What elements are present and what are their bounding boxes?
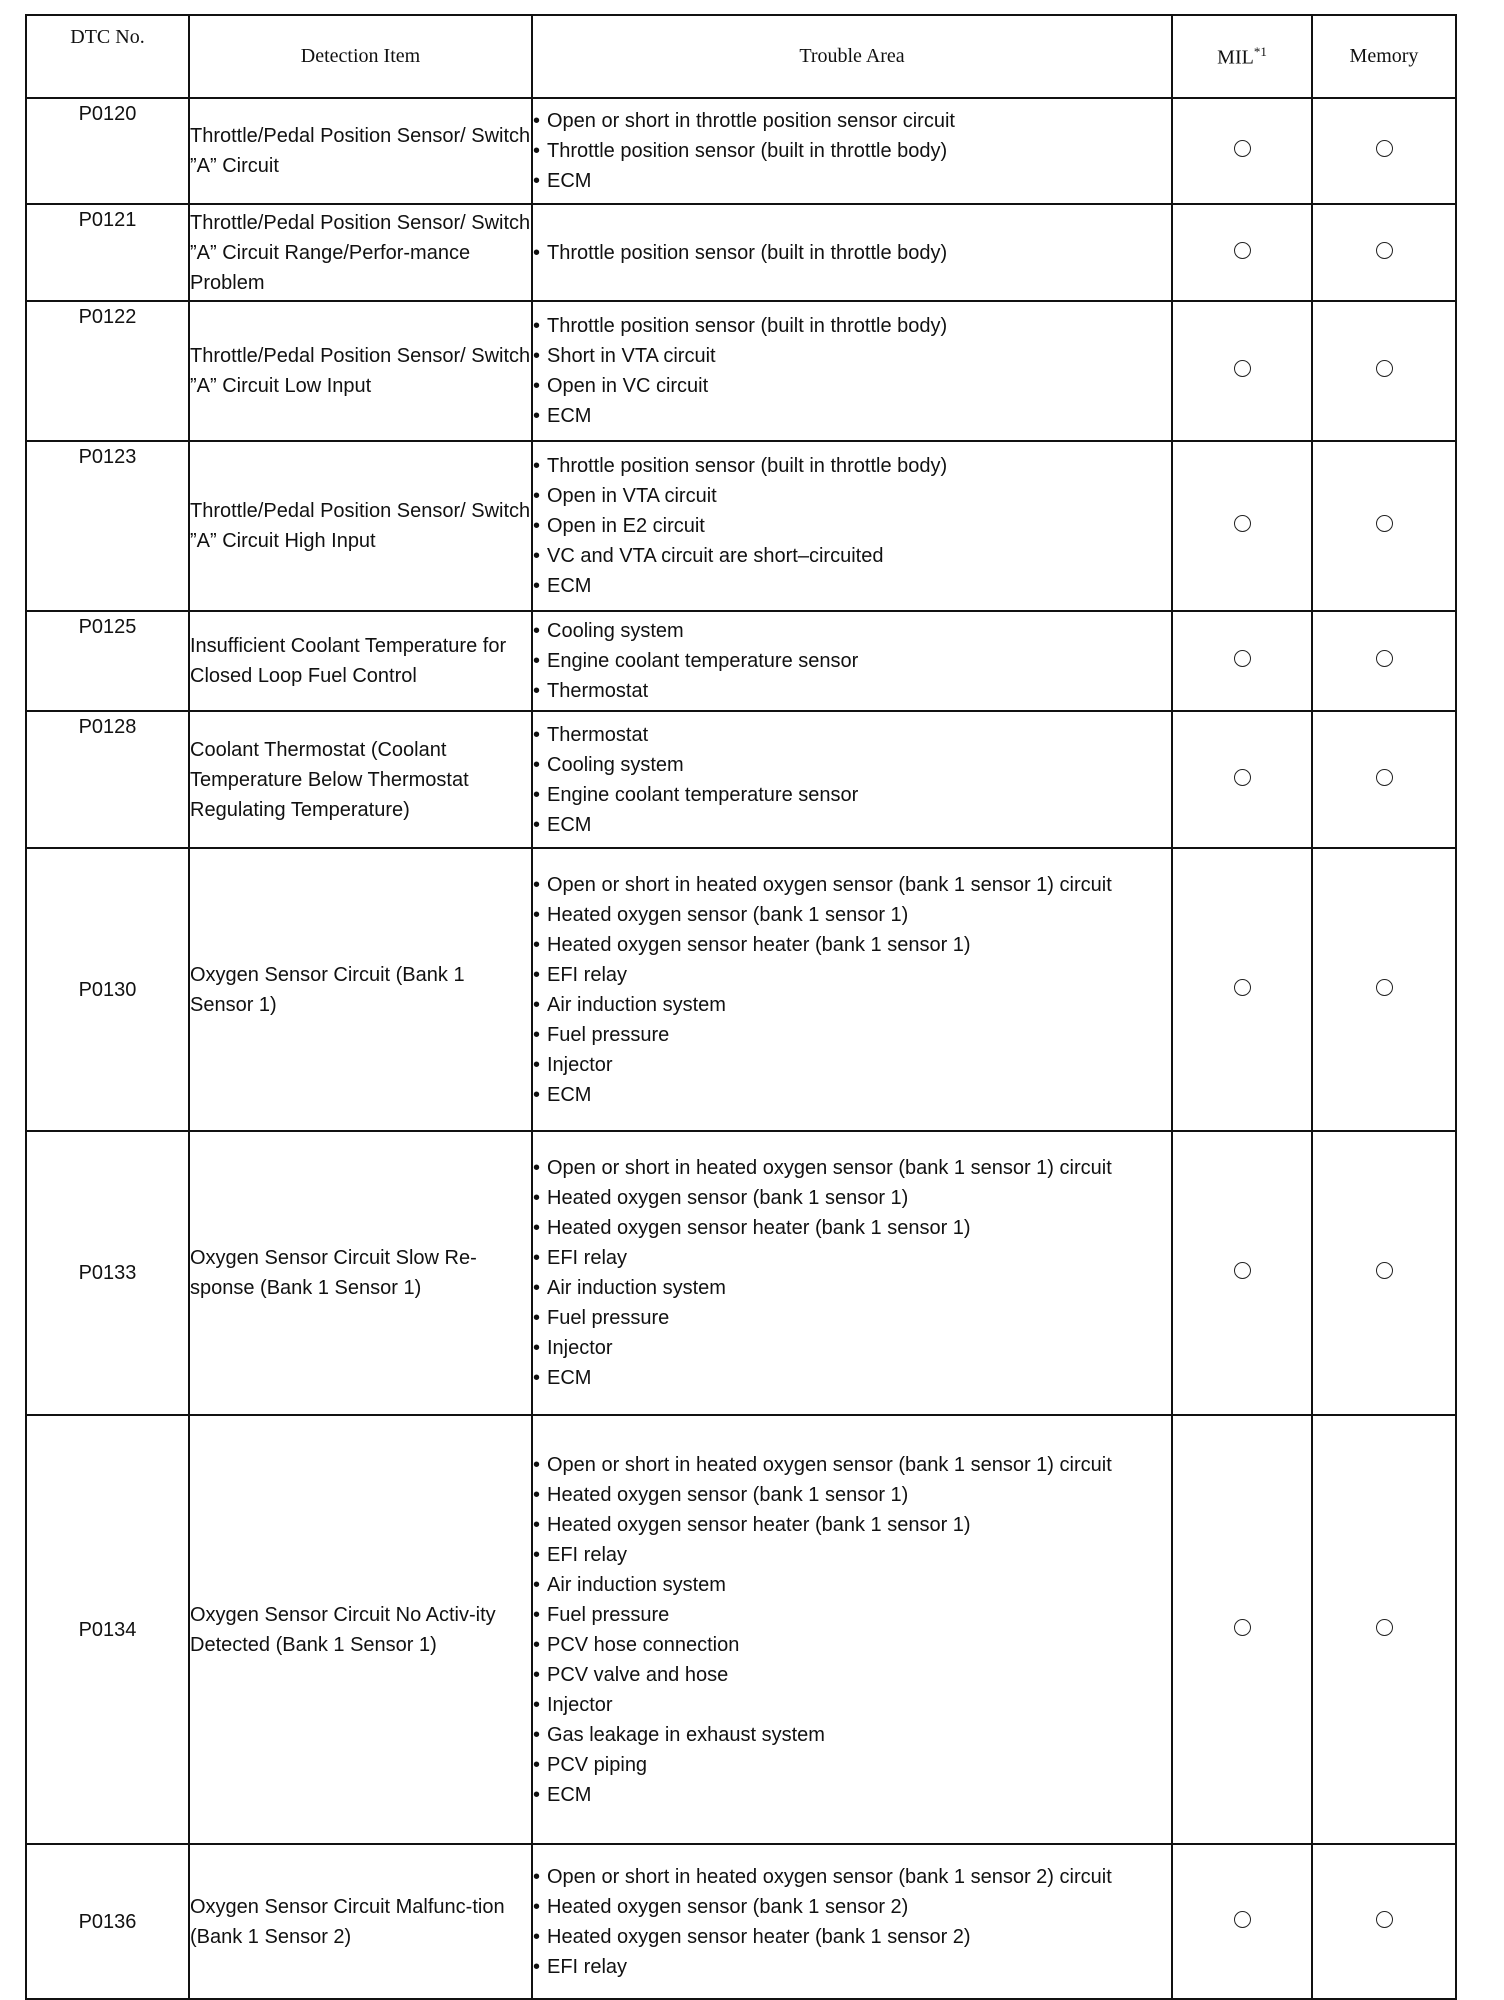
bullet-icon: • [533, 650, 541, 672]
mil-circle-icon [1234, 515, 1251, 532]
trouble-area-text: Injector [547, 1337, 613, 1359]
trouble-area-text: Heated oxygen sensor (bank 1 sensor 1) [547, 903, 909, 926]
mil-circle-icon [1234, 1911, 1251, 1928]
trouble-area-text: Air induction system [547, 1573, 726, 1596]
bullet-icon: • [533, 1247, 541, 1269]
trouble-area-text: EFI relay [547, 1543, 628, 1566]
bullet-icon: • [533, 1053, 541, 1076]
mil-circle-icon [1234, 1262, 1251, 1279]
trouble-area-text: Throttle position sensor (built in throttle body) [547, 315, 948, 337]
memory-circle-icon [1376, 650, 1393, 667]
trouble-area-text: Throttle position sensor (built in throttle body) [547, 140, 948, 162]
dtc-code: P0130 [26, 848, 189, 1131]
trouble-area-item [533, 1050, 1171, 1080]
memory-circle-icon [1376, 360, 1393, 377]
trouble-area-list [532, 711, 1172, 848]
header-mil-label: MIL [1217, 46, 1254, 69]
trouble-area-text: Open or short in heated oxygen sensor (bank 1 sensor 2) circuit [547, 1865, 1112, 1888]
trouble-area-item [533, 1480, 1171, 1510]
trouble-area-text: Heated oxygen sensor (bank 1 sensor 1) [547, 1187, 909, 1209]
trouble-area-text: ECM [547, 1783, 592, 1806]
bullet-icon: • [533, 485, 541, 507]
table-row [26, 1131, 1456, 1415]
memory-circle-icon [1376, 242, 1393, 259]
mil-cell [1172, 1131, 1312, 1415]
bullet-icon: • [533, 783, 541, 806]
dtc-code: P0125 [26, 611, 189, 711]
bullet-icon: • [533, 1277, 541, 1299]
bullet-icon: • [533, 1783, 541, 1806]
bullet-icon: • [533, 933, 541, 956]
bullet-icon: • [533, 545, 541, 567]
trouble-area-item [533, 780, 1171, 810]
trouble-area-text: Injector [547, 1053, 613, 1076]
bullet-icon: • [533, 1307, 541, 1329]
trouble-area-text: ECM [547, 1083, 592, 1106]
trouble-area-text: Open or short in heated oxygen sensor (bank 1 sensor 1) circuit [547, 1453, 1112, 1476]
bullet-icon: • [533, 1573, 541, 1596]
bullet-icon: • [533, 903, 541, 926]
trouble-area-text: Cooling system [547, 753, 684, 776]
detection-item: Throttle/Pedal Position Sensor/ Switch ”A” Circuit High Input [189, 441, 532, 611]
trouble-area-text: Heated oxygen sensor (bank 1 sensor 1) [547, 1483, 909, 1506]
trouble-area-item [533, 541, 1171, 571]
trouble-area-text: Heated oxygen sensor heater (bank 1 sensor 1) [547, 1217, 971, 1239]
bullet-icon: • [533, 140, 541, 162]
trouble-area-item [533, 750, 1171, 780]
bullet-icon: • [533, 1483, 541, 1506]
memory-circle-icon [1376, 515, 1393, 532]
trouble-area-text: Short in VTA circuit [547, 345, 716, 367]
trouble-area-text: Injector [547, 1693, 613, 1716]
trouble-area-text: ECM [547, 813, 592, 836]
trouble-area-item [533, 720, 1171, 750]
table-row [26, 204, 1456, 301]
table-row [26, 441, 1456, 611]
header-detection-item: Detection Item [189, 15, 532, 98]
bullet-icon: • [533, 241, 541, 264]
detection-item: Oxygen Sensor Circuit Malfunc-tion (Bank 1 Sensor 2) [189, 1844, 532, 1999]
bullet-icon: • [533, 1603, 541, 1626]
trouble-area-item [533, 1540, 1171, 1570]
bullet-icon: • [533, 1753, 541, 1776]
bullet-icon: • [533, 723, 541, 746]
trouble-area-item [533, 1183, 1171, 1213]
trouble-area-item [533, 371, 1171, 401]
bullet-icon: • [533, 1895, 541, 1918]
memory-circle-icon [1376, 1262, 1393, 1279]
bullet-icon: • [533, 1157, 541, 1179]
memory-cell [1312, 1415, 1456, 1844]
dtc-code: P0120 [26, 98, 189, 204]
trouble-area-item [533, 1153, 1171, 1183]
header-mil [1172, 15, 1312, 98]
mil-cell [1172, 1844, 1312, 1999]
trouble-area-list [532, 1131, 1172, 1415]
trouble-area-text: Cooling system [547, 620, 684, 642]
trouble-area-list [532, 611, 1172, 711]
trouble-area-item [533, 900, 1171, 930]
dtc-code: P0122 [26, 301, 189, 441]
trouble-area-item [533, 571, 1171, 601]
trouble-area-item [533, 960, 1171, 990]
header-memory: Memory [1312, 15, 1456, 98]
trouble-area-item [533, 930, 1171, 960]
trouble-area-text: EFI relay [547, 1247, 628, 1269]
mil-cell [1172, 611, 1312, 711]
trouble-area-text: VC and VTA circuit are short–circuited [547, 545, 884, 567]
trouble-area-text: Open in VC circuit [547, 375, 709, 397]
mil-circle-icon [1234, 140, 1251, 157]
table-row [26, 848, 1456, 1131]
trouble-area-item [533, 1630, 1171, 1660]
trouble-area-item [533, 1720, 1171, 1750]
bullet-icon: • [533, 1543, 541, 1566]
trouble-area-item [533, 1243, 1171, 1273]
bullet-icon: • [533, 575, 541, 597]
trouble-area-text: Thermostat [547, 723, 649, 746]
table-row [26, 611, 1456, 711]
bullet-icon: • [533, 680, 541, 702]
trouble-area-item [533, 1750, 1171, 1780]
mil-circle-icon [1234, 650, 1251, 667]
bullet-icon: • [533, 345, 541, 367]
trouble-area-item [533, 136, 1171, 166]
mil-cell [1172, 1415, 1312, 1844]
trouble-area-text: Open in VTA circuit [547, 485, 717, 507]
trouble-area-text: Heated oxygen sensor heater (bank 1 sensor 1) [547, 1513, 971, 1536]
bullet-icon: • [533, 1187, 541, 1209]
detection-item: Throttle/Pedal Position Sensor/ Switch ”A” Circuit [189, 98, 532, 204]
bullet-icon: • [533, 1955, 541, 1978]
trouble-area-text: Throttle position sensor (built in throttle body) [547, 241, 948, 264]
trouble-area-item [533, 451, 1171, 481]
header-dtc-no: DTC No. [26, 15, 189, 98]
trouble-area-text: Fuel pressure [547, 1307, 670, 1329]
bullet-icon: • [533, 170, 541, 192]
trouble-area-text: ECM [547, 575, 592, 597]
dtc-code: P0136 [26, 1844, 189, 1999]
bullet-icon: • [533, 1633, 541, 1656]
table-row [26, 1415, 1456, 1844]
memory-circle-icon [1376, 769, 1393, 786]
mil-circle-icon [1234, 360, 1251, 377]
table-row [26, 1844, 1456, 1999]
trouble-area-item [533, 1080, 1171, 1110]
detection-item: Coolant Thermostat (Coolant Temperature Below Thermostat Regulating Temperature) [189, 711, 532, 848]
trouble-area-text: Heated oxygen sensor (bank 1 sensor 2) [547, 1895, 909, 1918]
trouble-area-text: ECM [547, 170, 592, 192]
trouble-area-list [532, 441, 1172, 611]
trouble-area-list [532, 1415, 1172, 1844]
mil-cell [1172, 98, 1312, 204]
trouble-area-item [533, 676, 1171, 706]
header-trouble-area: Trouble Area [532, 15, 1172, 98]
mil-cell [1172, 204, 1312, 301]
trouble-area-item [533, 1922, 1171, 1952]
trouble-area-item [533, 1020, 1171, 1050]
memory-circle-icon [1376, 140, 1393, 157]
detection-item: Insufficient Coolant Temperature for Closed Loop Fuel Control [189, 611, 532, 711]
trouble-area-item [533, 1450, 1171, 1480]
table-header-row [26, 15, 1456, 98]
memory-cell [1312, 611, 1456, 711]
trouble-area-list [532, 1844, 1172, 1999]
mil-cell [1172, 301, 1312, 441]
trouble-area-item [533, 511, 1171, 541]
trouble-area-item [533, 810, 1171, 840]
mil-circle-icon [1234, 979, 1251, 996]
trouble-area-item [533, 341, 1171, 371]
trouble-area-item [533, 1363, 1171, 1393]
memory-circle-icon [1376, 1911, 1393, 1928]
mil-circle-icon [1234, 769, 1251, 786]
trouble-area-item [533, 1780, 1171, 1810]
mil-cell [1172, 441, 1312, 611]
table-row [26, 98, 1456, 204]
memory-cell [1312, 1131, 1456, 1415]
trouble-area-item [533, 1213, 1171, 1243]
mil-circle-icon [1234, 1619, 1251, 1636]
mil-cell [1172, 848, 1312, 1131]
trouble-area-text: ECM [547, 405, 592, 427]
memory-cell [1312, 98, 1456, 204]
trouble-area-text: ECM [547, 1367, 592, 1389]
trouble-area-text: Fuel pressure [547, 1603, 670, 1626]
table-row [26, 711, 1456, 848]
trouble-area-text: Air induction system [547, 993, 726, 1016]
trouble-area-list [532, 848, 1172, 1131]
bullet-icon: • [533, 1865, 541, 1888]
bullet-icon: • [533, 515, 541, 537]
bullet-icon: • [533, 1337, 541, 1359]
trouble-area-item [533, 616, 1171, 646]
dtc-code: P0123 [26, 441, 189, 611]
trouble-area-item [533, 1660, 1171, 1690]
bullet-icon: • [533, 1925, 541, 1948]
dtc-code: P0134 [26, 1415, 189, 1844]
trouble-area-list [532, 98, 1172, 204]
bullet-icon: • [533, 813, 541, 836]
trouble-area-text: EFI relay [547, 963, 628, 986]
dtc-code: P0121 [26, 204, 189, 301]
bullet-icon: • [533, 1513, 541, 1536]
trouble-area-list [532, 204, 1172, 301]
trouble-area-item [533, 1952, 1171, 1982]
memory-circle-icon [1376, 1619, 1393, 1636]
trouble-area-item [533, 166, 1171, 196]
trouble-area-text: Open or short in throttle position sensor circuit [547, 110, 955, 132]
bullet-icon: • [533, 993, 541, 1016]
bullet-icon: • [533, 620, 541, 642]
trouble-area-item [533, 1510, 1171, 1540]
bullet-icon: • [533, 873, 541, 896]
memory-cell [1312, 301, 1456, 441]
trouble-area-item [533, 1333, 1171, 1363]
trouble-area-text: PCV hose connection [547, 1633, 740, 1656]
trouble-area-item [533, 311, 1171, 341]
bullet-icon: • [533, 1693, 541, 1716]
trouble-area-item [533, 990, 1171, 1020]
dtc-table [25, 14, 1457, 2000]
bullet-icon: • [533, 753, 541, 776]
trouble-area-list [532, 301, 1172, 441]
trouble-area-item [533, 238, 1171, 268]
detection-item: Oxygen Sensor Circuit Slow Re-sponse (Bank 1 Sensor 1) [189, 1131, 532, 1415]
trouble-area-text: Open in E2 circuit [547, 515, 705, 537]
trouble-area-item [533, 646, 1171, 676]
detection-item: Oxygen Sensor Circuit (Bank 1 Sensor 1) [189, 848, 532, 1131]
bullet-icon: • [533, 110, 541, 132]
table-row [26, 301, 1456, 441]
trouble-area-item [533, 1690, 1171, 1720]
memory-cell [1312, 848, 1456, 1131]
detection-item: Throttle/Pedal Position Sensor/ Switch ”A” Circuit Low Input [189, 301, 532, 441]
trouble-area-text: Fuel pressure [547, 1023, 670, 1046]
trouble-area-item [533, 1600, 1171, 1630]
trouble-area-item [533, 1892, 1171, 1922]
bullet-icon: • [533, 405, 541, 427]
memory-cell [1312, 1844, 1456, 1999]
dtc-chart-page [25, 14, 1455, 1990]
memory-cell [1312, 441, 1456, 611]
trouble-area-item [533, 106, 1171, 136]
bullet-icon: • [533, 1083, 541, 1106]
memory-circle-icon [1376, 979, 1393, 996]
trouble-area-text: PCV piping [547, 1753, 648, 1776]
trouble-area-text: Open or short in heated oxygen sensor (bank 1 sensor 1) circuit [547, 873, 1112, 896]
trouble-area-item [533, 1303, 1171, 1333]
trouble-area-item [533, 870, 1171, 900]
trouble-area-item [533, 1273, 1171, 1303]
trouble-area-item [533, 1570, 1171, 1600]
dtc-code: P0128 [26, 711, 189, 848]
memory-cell [1312, 711, 1456, 848]
mil-cell [1172, 711, 1312, 848]
bullet-icon: • [533, 963, 541, 986]
bullet-icon: • [533, 315, 541, 337]
trouble-area-text: Heated oxygen sensor heater (bank 1 sensor 2) [547, 1925, 971, 1948]
trouble-area-text: Engine coolant temperature sensor [547, 783, 859, 806]
trouble-area-item [533, 1862, 1171, 1892]
trouble-area-text: Open or short in heated oxygen sensor (bank 1 sensor 1) circuit [547, 1157, 1112, 1179]
trouble-area-text: Air induction system [547, 1277, 726, 1299]
header-mil-footnote: *1 [1253, 43, 1267, 59]
bullet-icon: • [533, 1217, 541, 1239]
trouble-area-text: Thermostat [547, 680, 649, 702]
memory-cell [1312, 204, 1456, 301]
trouble-area-text: Throttle position sensor (built in throttle body) [547, 455, 948, 477]
trouble-area-text: Heated oxygen sensor heater (bank 1 sensor 1) [547, 933, 971, 956]
bullet-icon: • [533, 455, 541, 477]
trouble-area-text: Gas leakage in exhaust system [547, 1723, 825, 1746]
bullet-icon: • [533, 1723, 541, 1746]
trouble-area-text: Engine coolant temperature sensor [547, 650, 859, 672]
trouble-area-item [533, 481, 1171, 511]
bullet-icon: • [533, 1663, 541, 1686]
mil-circle-icon [1234, 242, 1251, 259]
dtc-code: P0133 [26, 1131, 189, 1415]
bullet-icon: • [533, 1023, 541, 1046]
detection-item: Throttle/Pedal Position Sensor/ Switch ”A” Circuit Range/Perfor-mance Problem [189, 204, 532, 301]
trouble-area-item [533, 401, 1171, 431]
trouble-area-text: PCV valve and hose [547, 1663, 729, 1686]
trouble-area-text: EFI relay [547, 1955, 628, 1978]
bullet-icon: • [533, 1367, 541, 1389]
bullet-icon: • [533, 1453, 541, 1476]
bullet-icon: • [533, 375, 541, 397]
detection-item: Oxygen Sensor Circuit No Activ-ity Detected (Bank 1 Sensor 1) [189, 1415, 532, 1844]
